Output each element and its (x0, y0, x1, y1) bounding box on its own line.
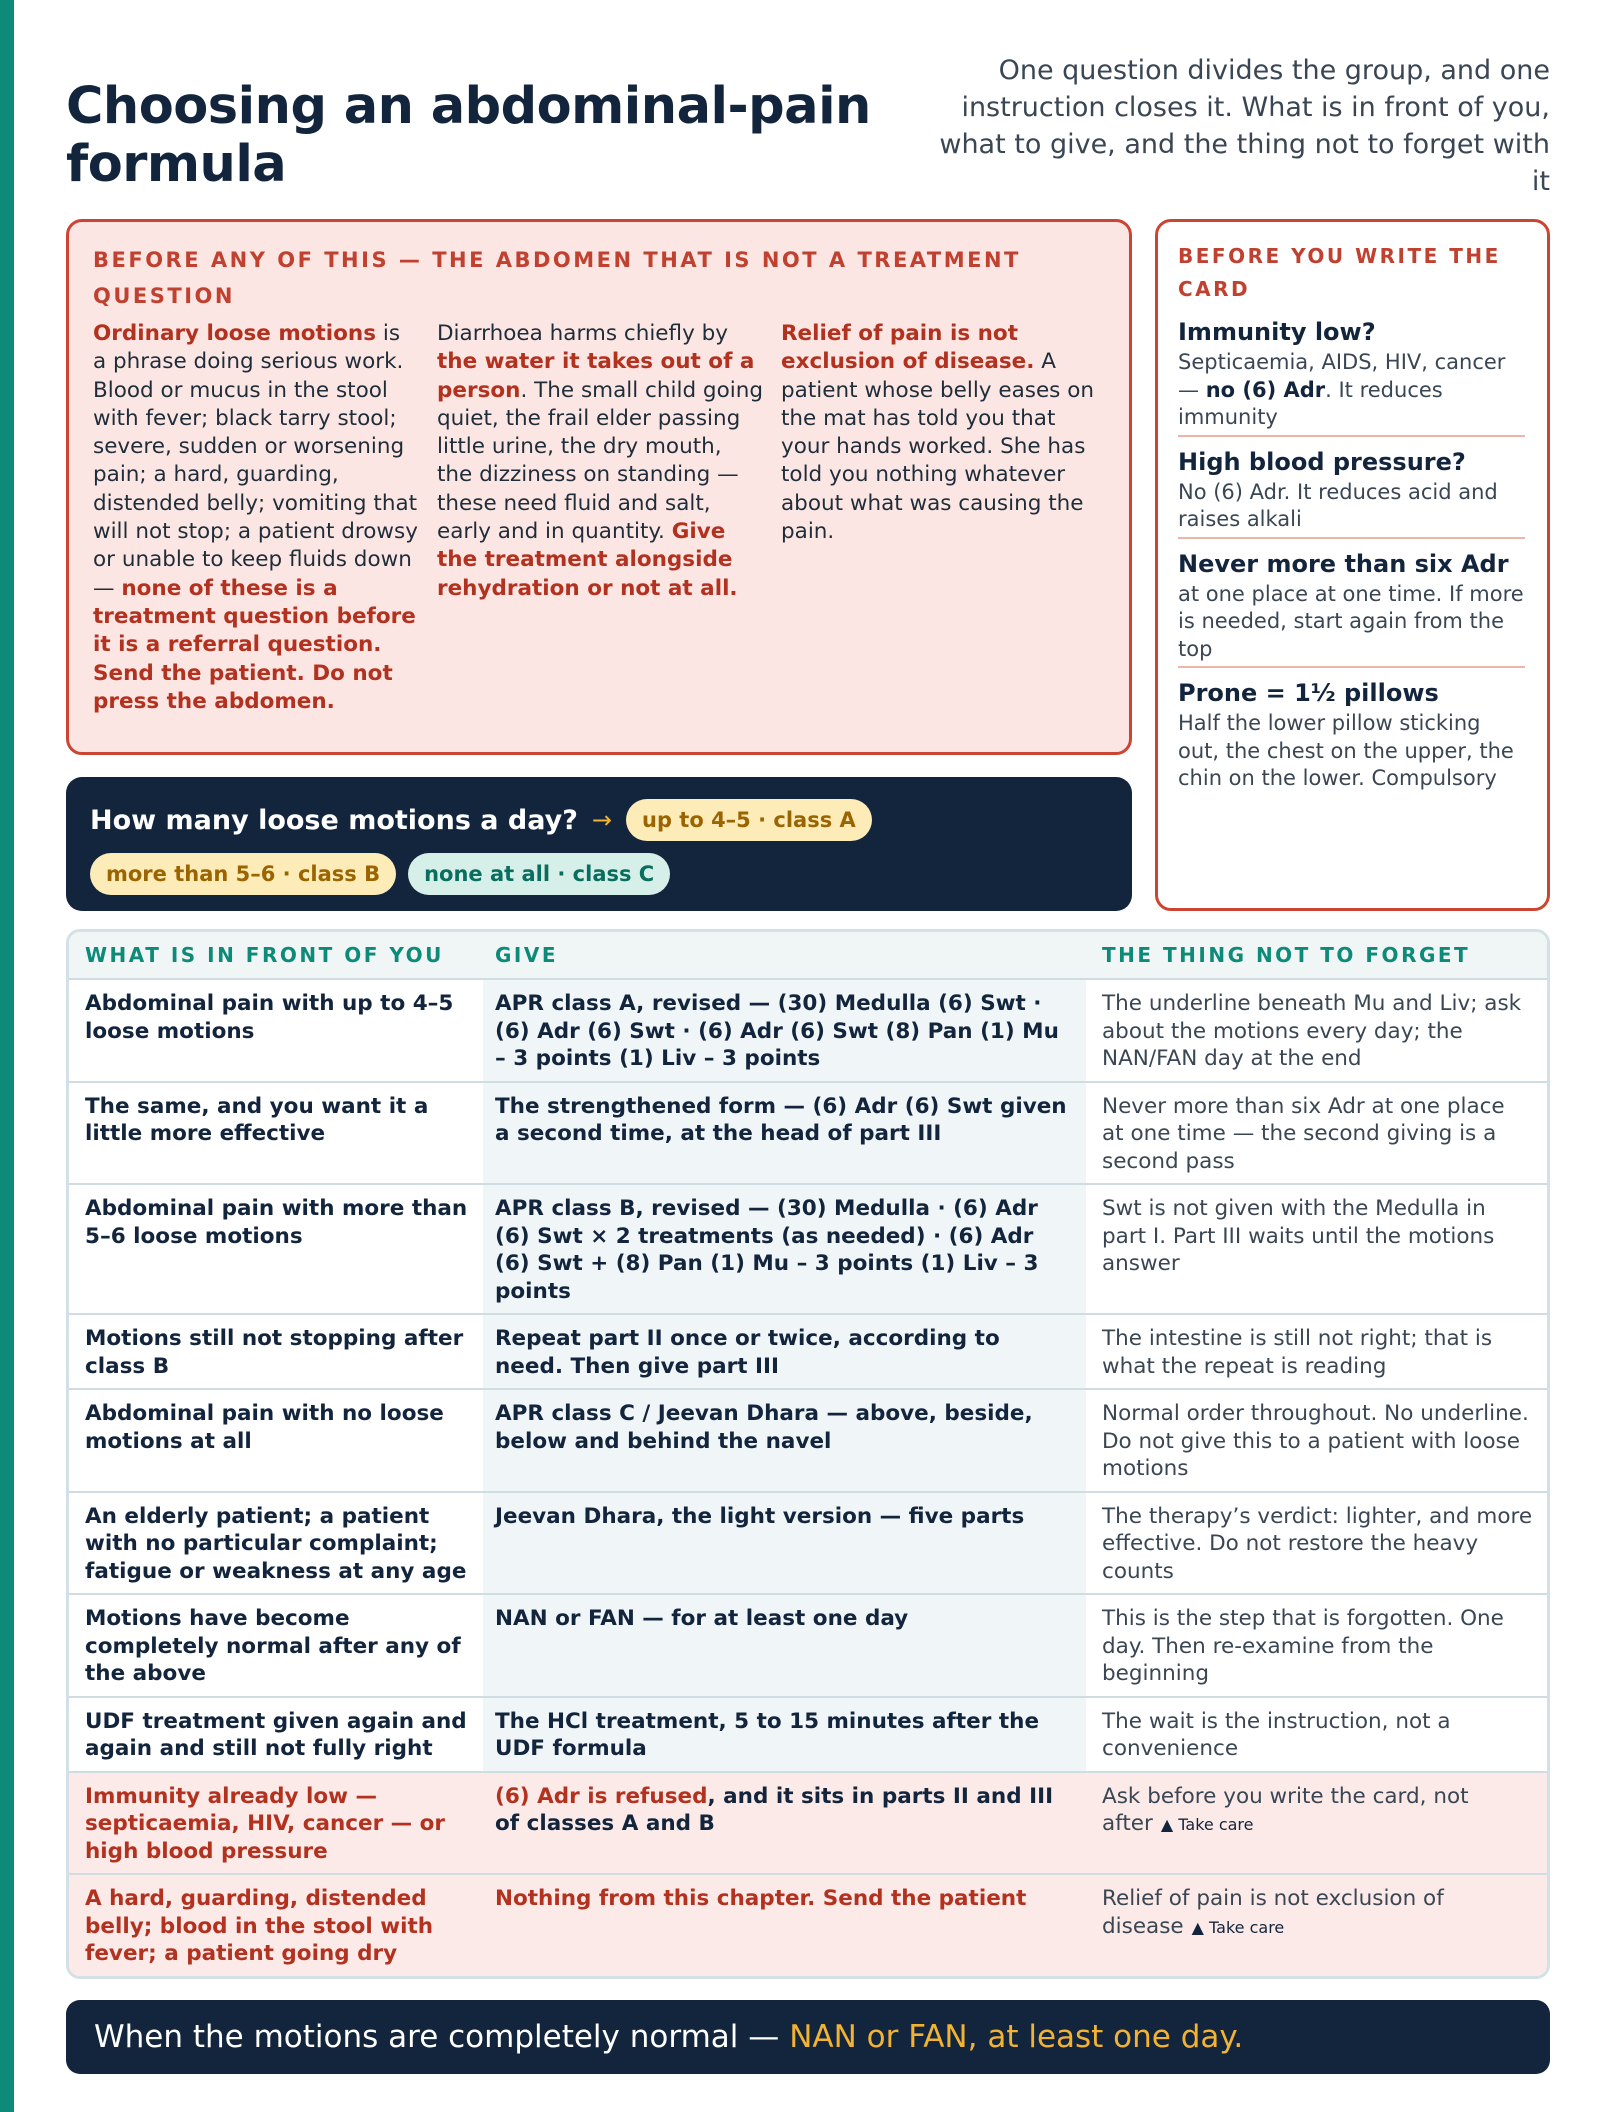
cell-forget: Normal order throughout. No underline. Do not give this to a patient with loose motions (1102, 1401, 1529, 1481)
cell-forget: The wait is the instruction, not a convenience (1102, 1708, 1451, 1761)
cell-forget: This is the step that is forgotten. One day. Then re-examine from the beginning (1102, 1606, 1504, 1686)
loose-motions-question (66, 777, 1132, 911)
referral-warning-box (66, 219, 1132, 755)
card-item-prone (1178, 677, 1525, 796)
card-item-title: Immunity low? (1178, 318, 1376, 346)
warning-column-3 (781, 320, 1107, 716)
page-subtitle: One question divides the group, and one instruction closes it. What is in front of you, what to give, and the thing not to forget with it (939, 55, 1550, 197)
question-text: How many loose motions a day? (90, 804, 578, 836)
card-item-text: Septicaemia, AIDS, HIV, cancer — (1178, 350, 1506, 402)
cell-give-red: Nothing from this chapter. Send the patient (495, 1886, 1027, 1911)
cell-forget: The therapy’s verdict: lighter, and more effective. Do not restore the heavy counts (1102, 1503, 1533, 1584)
cell-forget-text: Relief of pain is not exclusion of disease (1102, 1886, 1444, 1939)
cell-give: The HCl treatment, 5 to 15 minutes after the UDF formula (483, 1698, 1086, 1771)
cell-front: Abdominal pain with more than 5–6 loose motions (85, 1196, 468, 1249)
cell-front: An elderly patient; a patient with no particular complaint; fatigue or weakness at any age (85, 1503, 467, 1584)
page-title: Choosing an abdominal-pain formula (66, 77, 871, 194)
arrow-right-icon: → (591, 806, 612, 834)
class-b-pill: more than 5–6 · class B (90, 853, 396, 895)
cell-forget: The intestine is still not right; that is what the repeat is reading (1102, 1326, 1493, 1379)
card-heading: BEFORE YOU WRITE THE CARD (1178, 244, 1501, 301)
class-a-pill: up to 4–5 · class A (626, 799, 872, 841)
cell-forget: Swt is not given with the Medulla in part I. Part III waits until the motions answer (1102, 1196, 1495, 1276)
warning-col2-text1: Diarrhoea harms chiefly by (437, 321, 729, 346)
card-item-body: Half the lower pillow sticking out, the chest on the upper, the chin on the lower. Compulsory (1178, 711, 1514, 790)
column-header-forget: THE THING NOT TO FORGET (1102, 943, 1471, 967)
cell-front: Motions have become completely normal after any of the above (85, 1606, 461, 1686)
warning-col3-emphasis: Relief of pain is not exclusion of disease. (781, 321, 1035, 375)
warning-col2-text2: . The small child going quiet, the frail elder passing little urine, the dry mouth, the dizziness on standing — these need fluid and salt, early and in quantity. (437, 377, 763, 545)
card-item-six-adr (1178, 548, 1525, 669)
cell-forget-text: Ask before you write the card, not after (1102, 1783, 1469, 1836)
cell-front: Abdominal pain with no loose motions at all (85, 1401, 444, 1454)
warning-triangle-icon: ▲ Take care (1191, 1917, 1285, 1937)
card-item-immunity (1178, 316, 1525, 437)
cell-front: Motions still not stopping after class B (85, 1326, 464, 1379)
table-row (69, 978, 1547, 1081)
cell-front: The same, and you want it a little more effective (85, 1093, 429, 1146)
warning-triangle-icon: ▲ Take care (1160, 1815, 1254, 1834)
warning-column-1 (93, 320, 419, 716)
warning-col1-lead: Ordinary loose motions (93, 321, 377, 346)
before-card-checklist (1155, 219, 1550, 911)
formula-table (66, 929, 1550, 1979)
warning-col1-emphasis: none of these is a treatment question before it is a referral question. Send the patient. Do not press the abdomen. (93, 575, 416, 714)
cell-front: UDF treatment given again and again and still not fully right (85, 1708, 467, 1761)
left-accent-bar (0, 0, 14, 2112)
card-item-bold: no (6) Adr (1205, 377, 1326, 402)
footer-text: When the motions are completely normal — (94, 2019, 780, 2055)
table-row (69, 1593, 1547, 1696)
warning-col2-emphasis1: the water it takes out of a person (437, 349, 755, 403)
cell-give: NAN or FAN — for at least one day (483, 1595, 1086, 1696)
cell-give: The strengthened form — (6) Adr (6) Swt given a second time, at the head of part III (483, 1083, 1086, 1184)
column-header-front: WHAT IS IN FRONT OF YOU (85, 943, 444, 967)
cell-forget (1086, 1773, 1547, 1874)
card-item-title: High blood pressure? (1178, 447, 1466, 476)
warning-col1-text: is a phrase doing serious work. Blood or mucus in the stool with fever; black tarry stool; severe, sudden or worsening pain; a hard, guarding, distended belly; vomiting that will not stop; a patient drowsy or unable to keep fluids down — (93, 321, 418, 601)
cell-forget (1086, 1875, 1547, 1976)
class-c-pill: none at all · class C (408, 853, 670, 895)
warning-col3-text: A patient whose belly eases on the mat has told you that your hands worked. She has told you nothing whatever about what was causing the pain. (781, 349, 1094, 545)
cell-give-red: (6) Adr is refused (495, 1783, 708, 1809)
card-item-title: Prone = 1½ pillows (1178, 679, 1439, 707)
cell-front: Immunity already low — septicaemia, HIV, cancer — or high blood pressure (85, 1783, 446, 1864)
table-row (69, 1388, 1547, 1491)
table-row (69, 1491, 1547, 1594)
cell-give: Repeat part II once or twice, according to need. Then give part III (483, 1315, 1086, 1388)
cell-give: APR class B, revised — (30) Medulla · (6) Adr (6) Swt × 2 treatments (as needed) · (6) Adr (6) Swt + (8) Pan (1) Mu – 3 points (1) Liv – 3 points (483, 1185, 1086, 1313)
cell-give: Jeevan Dhara, the light version — five parts (483, 1493, 1086, 1594)
cell-forget: Never more than six Adr at one place at one time — the second giving is a second pass (1102, 1093, 1505, 1174)
cell-front: Abdominal pain with up to 4–5 loose motions (85, 991, 454, 1044)
card-item-body: at one place at one time. If more is needed, start again from the top (1178, 581, 1524, 661)
warning-col2-emphasis2: Give the treatment alongside rehydration or not at all. (437, 519, 738, 601)
cell-give: APR class C / Jeevan Dhara — above, beside, below and behind the navel (483, 1390, 1086, 1491)
table-header-row (69, 932, 1547, 978)
cell-give (483, 1773, 1086, 1874)
column-header-give: GIVE (495, 943, 558, 967)
cell-give-text: , and it sits in parts II and III of classes A and B (495, 1783, 1054, 1836)
table-row-alert (69, 1873, 1547, 1976)
table-row-alert (69, 1771, 1547, 1874)
table-row (69, 1696, 1547, 1771)
card-item-blood-pressure (1178, 446, 1525, 539)
cell-give: APR class A, revised — (30) Medulla (6) Swt · (6) Adr (6) Swt · (6) Adr (6) Swt (8) Pan (1) Mu – 3 points (1) Liv – 3 points (483, 980, 1086, 1081)
cell-forget: The underline beneath Mu and Liv; ask about the motions every day; the NAN/FAN day at the end (1102, 991, 1522, 1071)
card-item-body: No (6) Adr. It reduces acid and raises alkali (1178, 479, 1498, 531)
card-item-text: . It reduces immunity (1178, 377, 1443, 429)
table-row (69, 1313, 1547, 1388)
footer-banner (66, 2000, 1550, 2074)
footer-highlight: NAN or FAN, at least one day. (789, 2019, 1244, 2055)
table-row (69, 1183, 1547, 1313)
cell-give (483, 1875, 1086, 1976)
cell-front: A hard, guarding, distended belly; blood in the stool with fever; a patient going dry (85, 1886, 434, 1966)
warning-column-2 (437, 320, 763, 716)
warning-heading: BEFORE ANY OF THIS — THE ABDOMEN THAT IS NOT A TREATMENT QUESTION (93, 248, 1021, 308)
card-item-title: Never more than six Adr (1178, 549, 1509, 578)
table-row (69, 1081, 1547, 1184)
card-item-body (1178, 349, 1525, 432)
